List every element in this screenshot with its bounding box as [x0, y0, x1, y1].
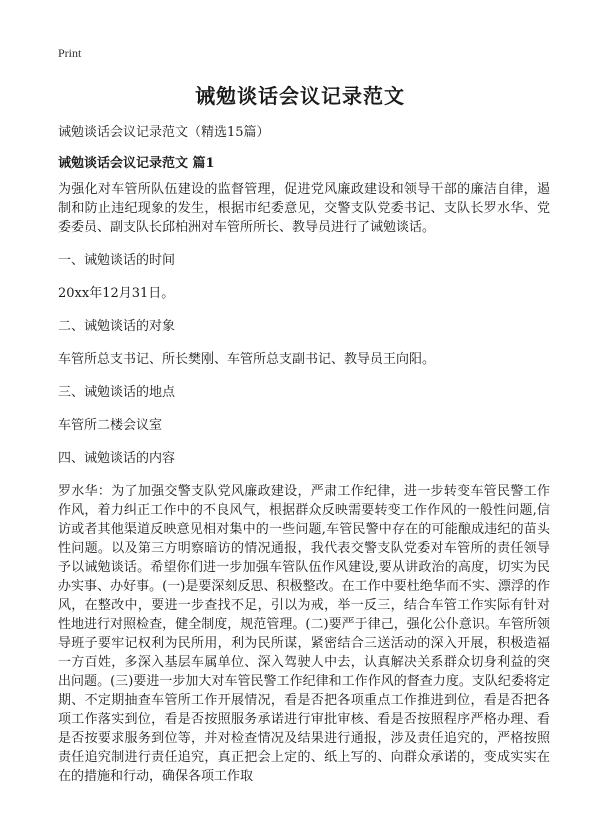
print-label: Print: [58, 46, 82, 60]
heading-content: 四、诫勉谈话的内容: [58, 451, 176, 466]
document-body: [58, 180, 550, 786]
section-heading: 诫勉谈话会议记录范文 篇1: [58, 156, 215, 171]
heading-subject: 二、诫勉谈话的对象: [58, 319, 176, 334]
time-value: 20xx年12月31日。: [58, 286, 175, 301]
speech-paragraph: 罗水华：为了加强交警支队党风廉政建设，严肃工作纪律，进一步转变车管民警工作作风，着力纠正工作中的不良风气，根据群众反映需要转变工作作风的一般性问题,信访或者其他渠道反映意见相对集中的一些问题,车管民警中存在的可能酿成违纪的苗头性问题。以及第三方明察暗访的情况通报，我代表交警支队党委对车管所的责任领导予以诫勉谈话。希望你们进一步加强车管队伍作风建设,要从讲政治的高度，切实为民办实事、办好事。(一)是要深刻反思、积极整改。在工作中要杜绝华而不实、漂浮的作风，在整改中，要进一步查找不足，引以为戒，举一反三，结合车管工作实际有针对性地进行对照检查，健全制度，规范管理。(二)要严于律己，强化公仆意识。车管所领导班子要牢记权利为民所用，利为民所谋，紧密结合三送活动的深入开展，积极造福一方百姓，多深入基层车属单位、深入驾驶人中去，认真解决关系群众切身利益的突出问题。(三)要进一步加大对车管民警工作纪律和工作作风的督查力度。支队纪委将定期、不定期抽查车管所工作开展情况，看是否把各项重点工作推进到位，看是否把各项工作落实到位，看是否按照服务承诺进行审批审核、看是否按照程序严格办理、看是否按要求服务到位等，并对检查情况及结果进行通报，涉及责任追究的，严格按照责任追究制进行责任追究，真正把会上定的、纸上写的、向群众承诺的，变成实实在在的措施和行动，确保各项工作取: [58, 484, 550, 784]
location-value: 车管所二楼会议室: [58, 418, 163, 433]
page-title: 诫勉谈话会议记录范文: [195, 84, 405, 108]
heading-time: 一、诫勉谈话的时间: [58, 253, 176, 268]
heading-location: 三、诫勉谈话的地点: [58, 385, 176, 400]
document-subtitle: 诫勉谈话会议记录范文（精选15篇）: [58, 125, 270, 140]
intro-paragraph: 为强化对车管所队伍建设的监督管理，促进党风廉政建设和领导干部的廉洁自律，遏制和防止违纪现象的发生，根据市纪委意见，交警支队党委书记、支队长罗水华、党委委员、副支队长邱柏洲对车管所所长、教导员进行了诫勉谈话。: [58, 182, 550, 235]
subject-value: 车管所总支书记、所长樊刚、车管所总支副书记、教导员王向阳。: [58, 352, 436, 367]
